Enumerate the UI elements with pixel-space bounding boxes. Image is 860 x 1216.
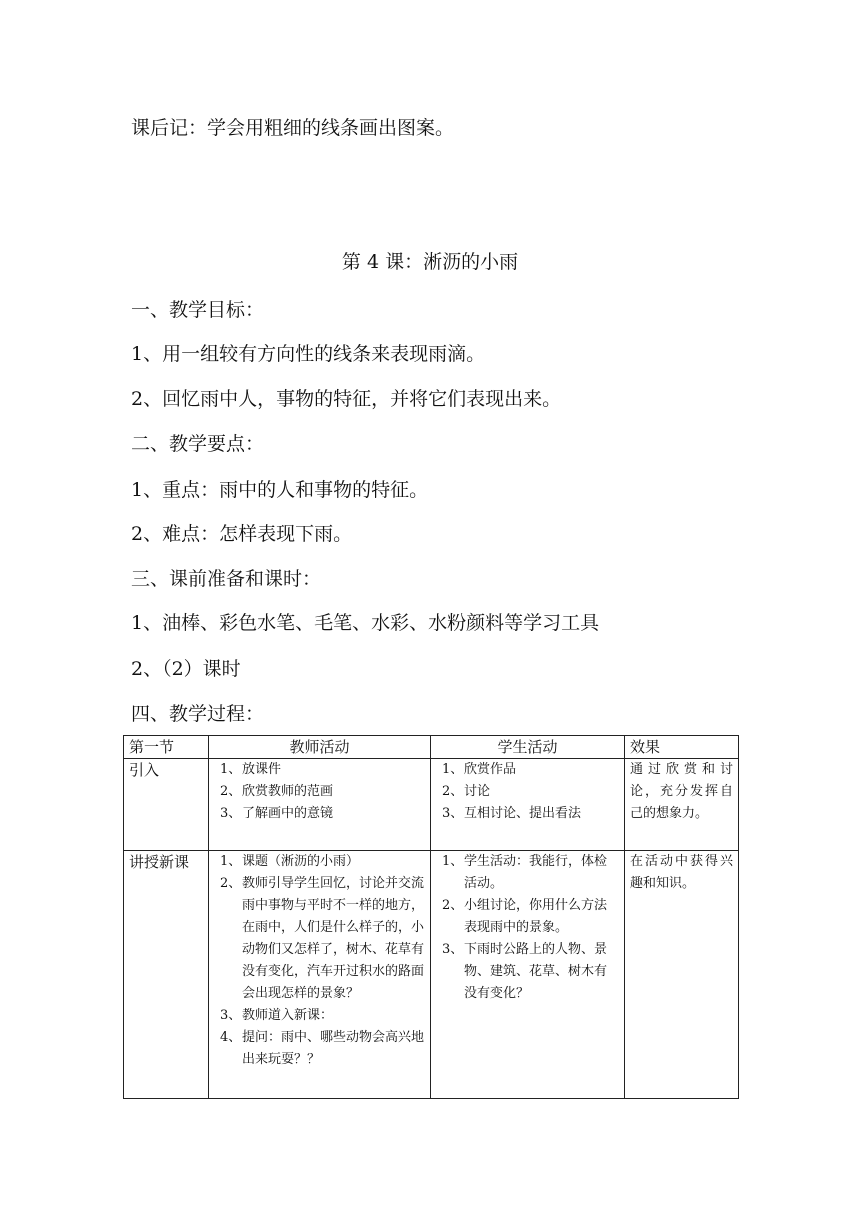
list-item: 4、 提问：雨中、哪些动物会高兴地出来玩耍？？ xyxy=(220,1030,425,1067)
list-item: 3、 了解画中的意镜 xyxy=(220,806,334,821)
section-heading-process: 四、教学过程： xyxy=(131,703,265,725)
row-section-label: 讲授新课 xyxy=(124,851,209,1099)
lesson-title: 第 4 课：淅沥的小雨 xyxy=(341,251,519,273)
key-point-item: 2、难点：怎样表现下雨。 xyxy=(131,523,353,545)
objective-item: 2、回忆雨中人，事物的特征，并将它们表现出来。 xyxy=(131,388,562,410)
list-item: 1、 课题（淅沥的小雨） xyxy=(220,854,360,869)
teacher-activity-cell xyxy=(209,851,431,1099)
student-activity-cell xyxy=(431,759,625,851)
table-header-row xyxy=(124,736,739,759)
table-row xyxy=(124,851,739,1099)
header-student-activity: 学生活动 xyxy=(431,736,625,759)
effect-cell: 在活动中获得兴趣和知识。 xyxy=(625,851,739,1099)
list-item: 3、 教师道入新课： xyxy=(220,1008,334,1023)
list-item: 2、 小组讨论，你用什么方法表现雨中的景象。 xyxy=(442,898,608,935)
row-section-label: 引入 xyxy=(124,759,209,851)
list-item: 2、 讨论 xyxy=(442,784,491,799)
preparation-item: 1、油棒、彩色水笔、毛笔、水彩、水粉颜料等学习工具 xyxy=(131,612,600,634)
teaching-process-table xyxy=(123,735,739,1099)
list-item: 2、 教师引导学生回忆，讨论并交流雨中事物与平时不一样的地方，在雨中，人们是什么样子的，小动物们又怎样了，树木、花草有没有变化，汽车开过积水的路面会出现怎样的景象？ xyxy=(220,876,425,1001)
objective-item: 1、用一组较有方向性的线条来表现雨滴。 xyxy=(131,343,486,365)
section-heading-key-points: 二、教学要点： xyxy=(131,433,265,455)
header-teacher-activity: 教师活动 xyxy=(209,736,431,759)
list-item: 1、 欣赏作品 xyxy=(442,762,517,777)
effect-cell: 通过欣赏和讨论，充分发挥自己的想象力。 xyxy=(625,759,739,851)
list-item: 3、 下雨时公路上的人物、景物、建筑、花草、树木有没有变化？ xyxy=(442,942,608,1001)
after-class-note: 课后记：学会用粗细的线条画出图案。 xyxy=(131,117,455,139)
list-item: 2、 欣赏教师的范画 xyxy=(220,784,334,799)
list-item: 3、 互相讨论、提出看法 xyxy=(442,806,582,821)
table-row xyxy=(124,759,739,851)
preparation-item: 2、（2）课时 xyxy=(131,658,241,680)
teacher-activity-cell xyxy=(209,759,431,851)
header-effect: 效果 xyxy=(625,736,739,759)
section-heading-objectives: 一、教学目标： xyxy=(131,299,265,321)
key-point-item: 1、重点：雨中的人和事物的特征。 xyxy=(131,479,429,501)
list-item: 1、 放课件 xyxy=(220,762,282,777)
list-item: 1、 学生活动：我能行，体检活动。 xyxy=(442,854,608,891)
header-section: 第一节 xyxy=(124,736,209,759)
section-heading-preparation: 三、课前准备和课时： xyxy=(131,568,322,590)
student-activity-cell xyxy=(431,851,625,1099)
